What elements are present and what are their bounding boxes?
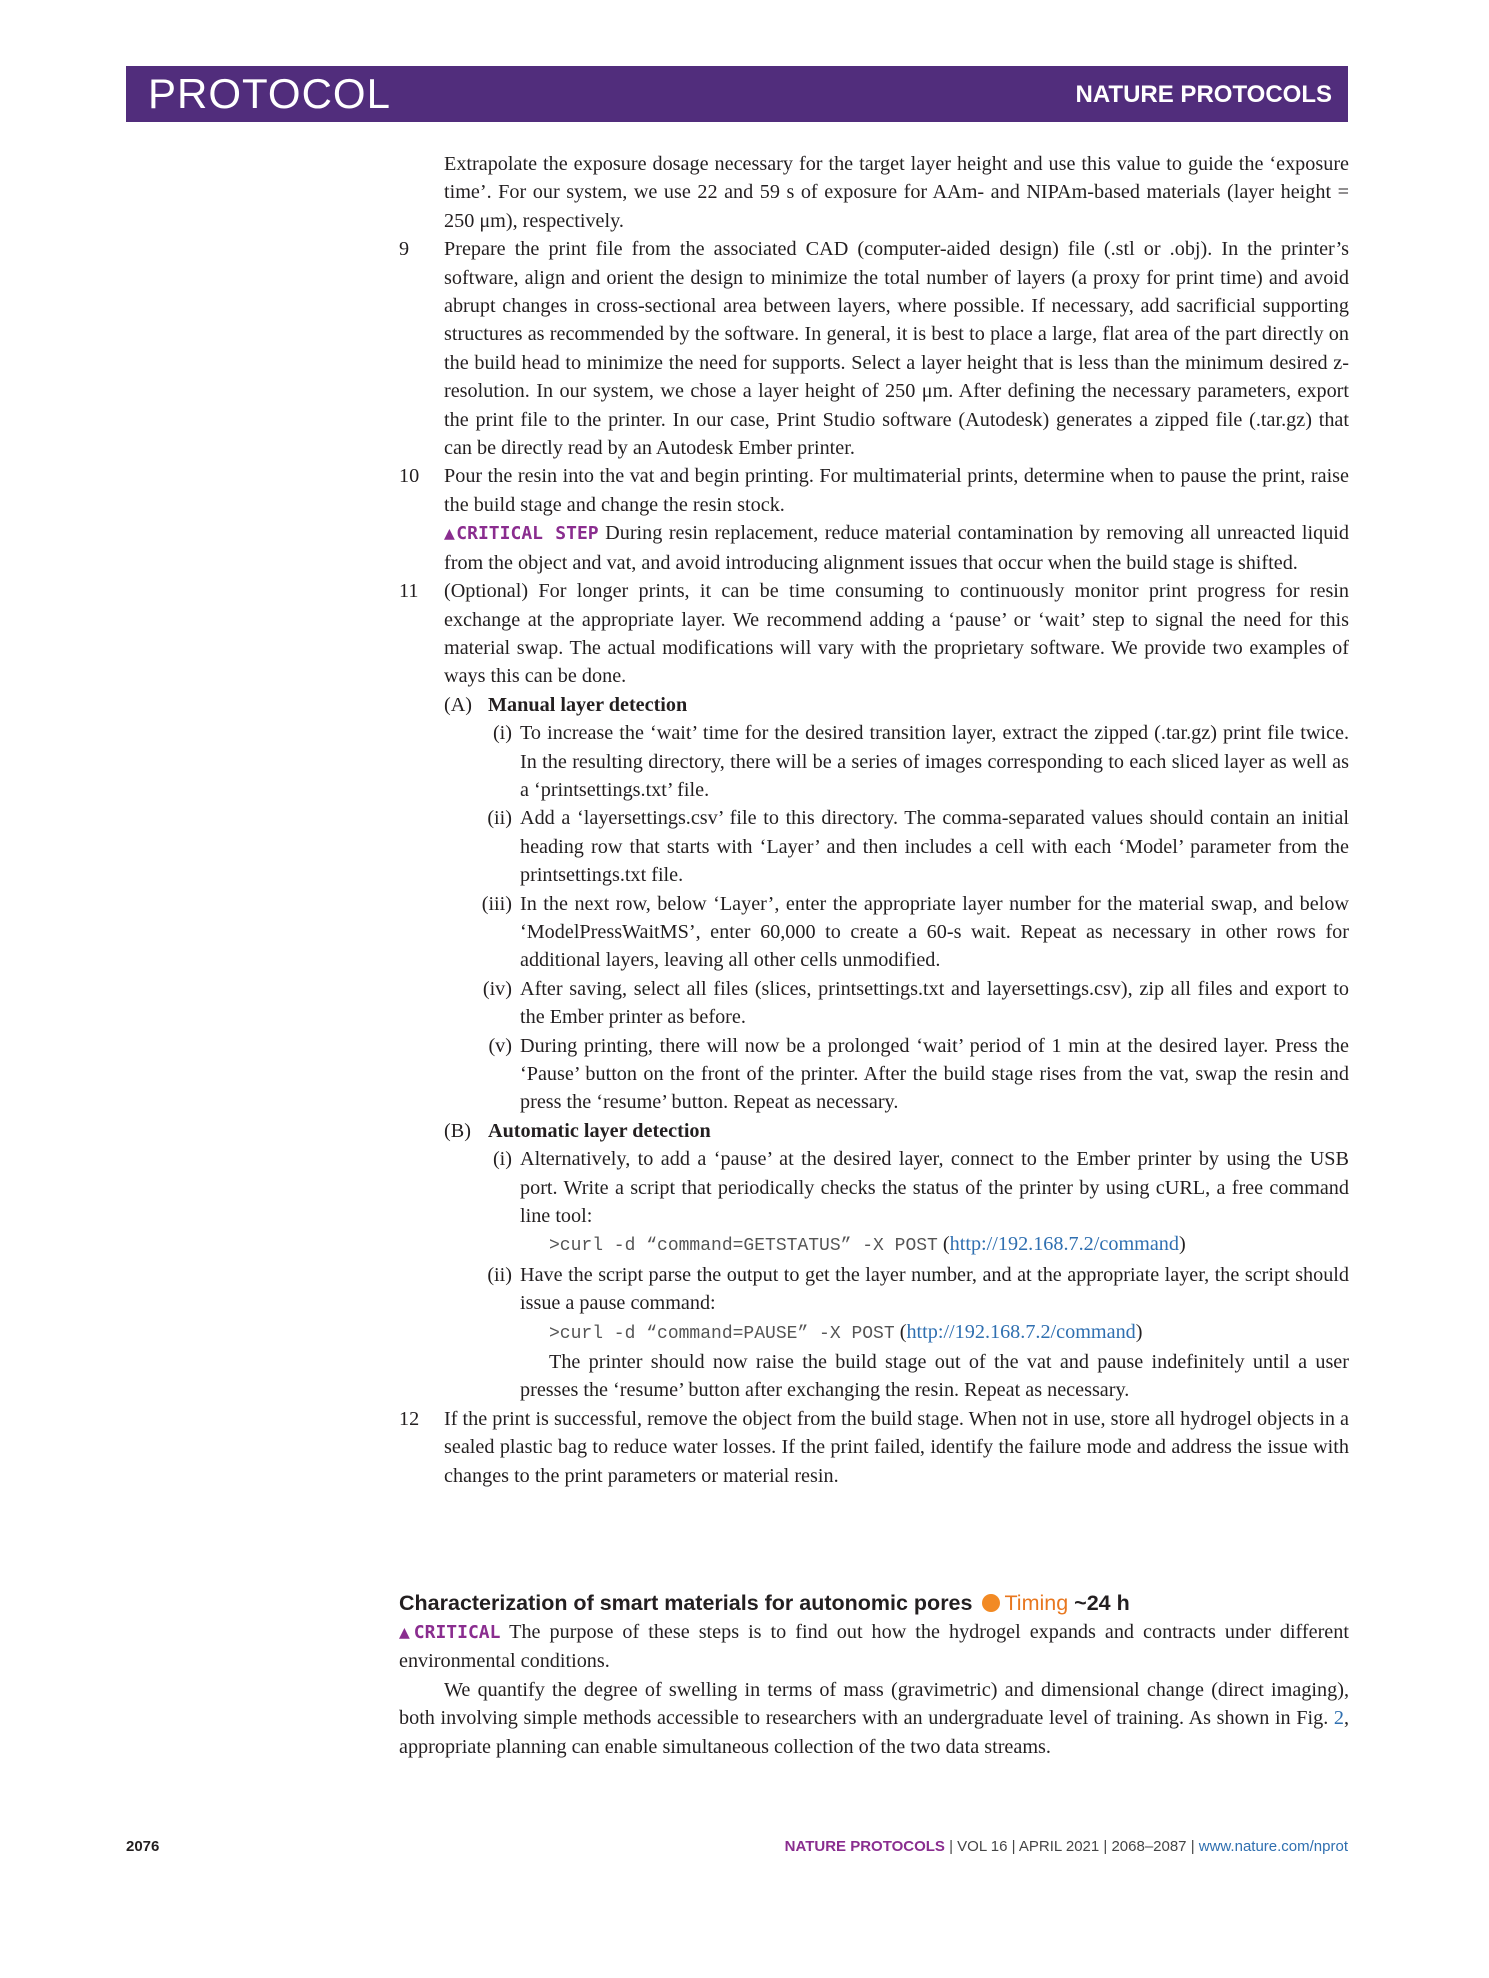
header-journal-name: NATURE PROTOCOLS [1075,81,1332,108]
item-label: (i) [492,1148,512,1171]
command-code: >curl -d “command=GETSTATUS” -X POST [549,1236,938,1257]
critical-step-note [444,519,1349,577]
critical-step-text: During resin replacement, reduce material contamination by removing all unreacted liquid from the object and vat, and avoid introducing alignment issues that occur when the build stage is shifted. [444,522,1349,574]
section-characterization [399,1588,1349,1761]
step-number: 11 [399,580,419,603]
item-label: (iv) [482,977,512,1000]
substep-b [399,1117,1349,1145]
header-bar [126,66,1348,122]
intro-paragraph: Extrapolate the exposure dosage necessary for the target layer height and use this value to guide the ‘exposure time’. For our system, we use 22 and 59 s of exposure for AAm- and NIPAm-based materials (layer height = 250 μm), respectively. [444,153,1349,232]
substep-title: Automatic layer detection [488,1119,711,1142]
step-number: 10 [399,465,420,488]
critical-label: ▲CRITICAL [399,1622,501,1643]
item-label: (ii) [487,1263,512,1286]
substep-title: Manual layer detection [488,693,688,716]
footer-url-link[interactable]: www.nature.com/nprot [1198,1838,1348,1855]
timing-dot-icon [982,1594,1000,1612]
step-text: Prepare the print file from the associated CAD (computer-aided design) file (.stl or .obj). In the printer’s software, align and orient the design to minimize the total number of layers (a proxy for print time) and avoid abrupt changes in cross-sectional area between layers, where possible. If necessary, add sacrificial supporting structures as recommended by the software. In general, it is best to place a large, flat area of the part directly on the build head to minimize the need for supports. Select a layer height that is less than the minimum desired z-resolution. In our system, we chose a layer height of 250 μm. After defining the necessary parameters, export the print file to the printer. In our case, Print Studio software (Autodesk) generates a zipped file (.tar.gz) that can be directly read by an Autodesk Ember printer. [444,238,1349,460]
step-9 [399,235,1349,462]
command-line: >curl -d “command=GETSTATUS” -X POST (http://192.168.7.2/command) [549,1233,1186,1257]
list-item [399,719,1349,804]
substep-label: (A) [444,693,473,716]
substep-label: (B) [444,1119,471,1142]
section-heading [399,1588,1349,1618]
item-label: (i) [492,722,512,745]
footer-journal: NATURE PROTOCOLS [784,1838,945,1855]
step-text: (Optional) For longer prints, it can be time consuming to continuously monitor print progress for resin exchange at the appropriate layer. We recommend adding a ‘pause’ or ‘wait’ step to signal the need for this material swap. The actual modifications will vary with the proprietary software. We provide two examples of ways this can be done. [444,580,1349,688]
item-text: In the next row, below ‘Layer’, enter the appropriate layer number for the material swap, and below ‘ModelPressWaitMS’, enter 60,000 to create a 60-s wait. Repeat as necessary in other rows for additional layers, leaving all other cells unmodified. [520,892,1349,972]
item-text: During printing, there will now be a prolonged ‘wait’ period of 1 min at the desired layer. Press the ‘Pause’ button on the front of the printer. After the build stage rises from the vat, swap the resin and press the ‘resume’ button. Repeat as necessary. [520,1034,1349,1114]
header-section-label: PROTOCOL [148,70,391,117]
printer-note [399,1348,1349,1405]
substep-a [399,691,1349,719]
list-item [399,1032,1349,1117]
paragraph-text: We quantify the degree of swelling in terms of mass (gravimetric) and dimensional change (direct imaging), both involving simple methods accessible to researchers with an undergraduate level of training. As shown in Fig. [399,1678,1349,1730]
list-item [399,804,1349,889]
command-line: >curl -d “command=PAUSE” -X POST (http://192.168.7.2/command) [549,1320,1143,1344]
list-item [399,1145,1349,1230]
item-label: (ii) [487,807,512,830]
step-number: 12 [399,1407,420,1430]
footer-meta: | VOL 16 | APRIL 2021 | 2068–2087 | [944,1838,1199,1855]
command-url-link[interactable]: http://192.168.7.2/command [906,1320,1136,1343]
item-label: (iii) [481,892,512,915]
step-10 [399,462,1349,577]
step-number: 9 [399,238,410,261]
item-text: Alternatively, to add a ‘pause’ at the desired layer, connect to the Ember printer by using the USB port. Write a script that periodically checks the status of the printer by using cURL, a free command line tool: [520,1148,1349,1228]
item-label: (v) [488,1034,512,1057]
timing-label: Timing [1004,1591,1069,1615]
step-text: If the print is successful, remove the object from the build stage. When not in use, store all hydrogel objects in a sealed plastic bag to reduce water losses. If the print failed, identify the failure mode and address the issue with changes to the print parameters or material resin. [444,1407,1349,1487]
command-code: >curl -d “command=PAUSE” -X POST [549,1323,895,1344]
figure-ref-link[interactable]: 2 [1333,1707,1344,1730]
footer-citation [785,1838,1348,1855]
section-paragraph [399,1676,1349,1761]
note-text: The printer should now raise the build stage out of the vat and pause indefinitely until a user presses the ‘resume’ button after exchanging the resin. Repeat as necessary. [520,1351,1349,1402]
step-11 [399,577,1349,691]
item-text: Add a ‘layersettings.csv’ file to this directory. The comma-separated values should contain an initial heading row that starts with ‘Layer’ and then includes a cell with each ‘Model’ parameter from the printsettings.txt file. [520,807,1349,887]
critical-text: The purpose of these steps is to find out how the hydrogel expands and contracts under different environmental conditions. [399,1621,1349,1673]
item-text: Have the script parse the output to get the layer number, and at the appropriate layer, the script should issue a pause command: [520,1263,1349,1315]
step-12 [399,1405,1349,1490]
list-item [399,890,1349,975]
step-text: Pour the resin into the vat and begin printing. For multimaterial prints, determine when to pause the print, raise the build stage and change the resin stock. [444,465,1349,516]
critical-step-label: ▲CRITICAL STEP [444,523,599,545]
command-url-link[interactable]: http://192.168.7.2/command [949,1233,1179,1256]
item-text: After saving, select all files (slices, printsettings.txt and layersettings.csv), zip all files and export to the Ember printer as before. [520,977,1349,1029]
timing-value: ~24 h [1074,1591,1130,1615]
page-number: 2076 [126,1838,160,1855]
section-title: Characterization of smart materials for autonomic pores [399,1591,973,1615]
item-text: To increase the ‘wait’ time for the desired transition layer, extract the zipped (.tar.gz) print file twice. In the resulting directory, there will be a series of images corresponding to each sliced layer as well as a ‘printsettings.txt’ file. [520,722,1349,801]
list-item [399,975,1349,1032]
paragraph-text-end: , appropriate planning can enable simultaneous collection of the two data streams. [399,1707,1349,1758]
list-item [399,1261,1349,1318]
main-content [399,150,1349,1490]
critical-note [399,1618,1349,1676]
